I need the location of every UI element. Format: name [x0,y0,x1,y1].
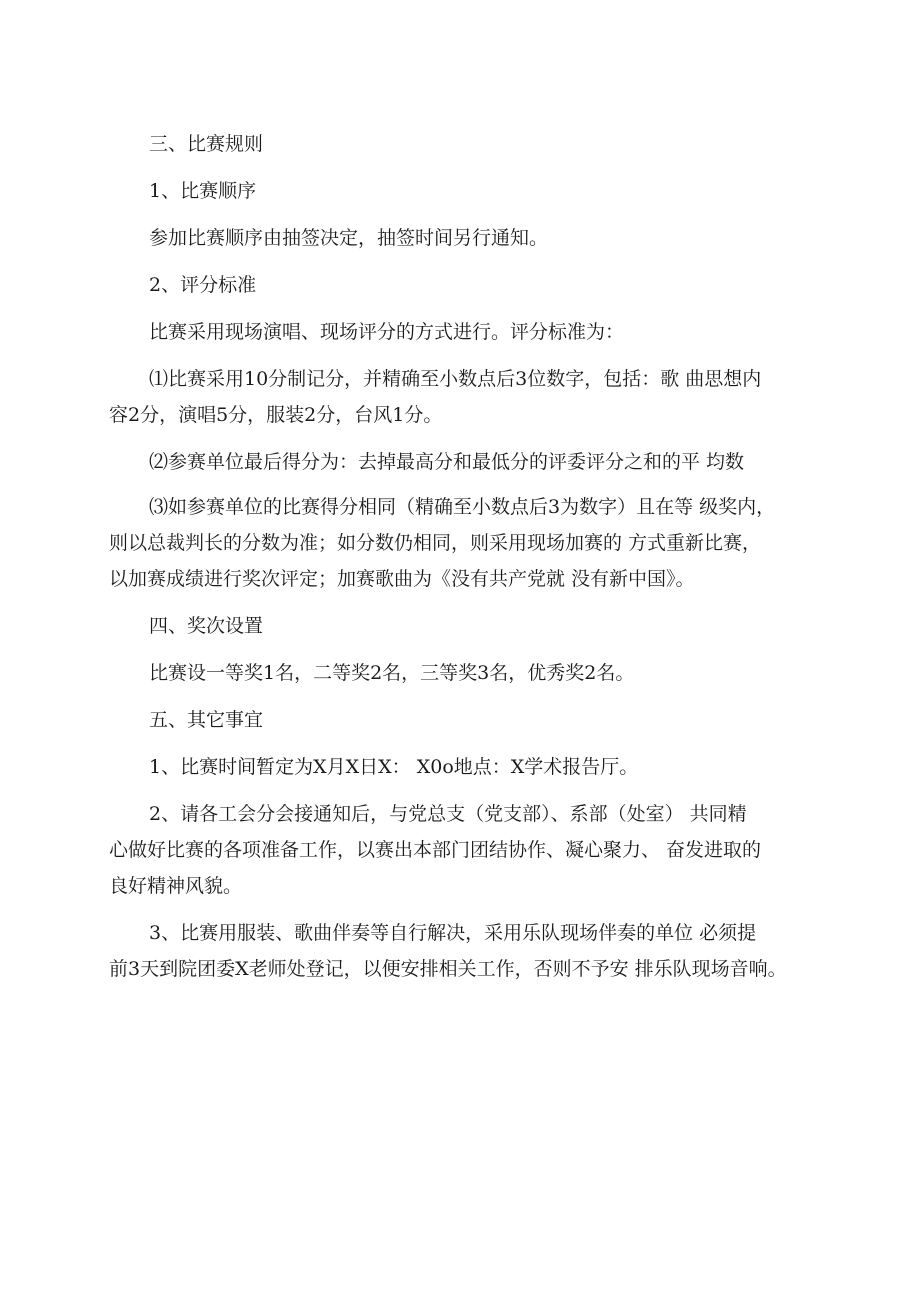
scoring-rule-3-line-3: 以加赛成绩进行奖次评定；加赛歌曲为《没有共产党就 没有新中国》。 [109,568,695,590]
document-body [109,126,809,998]
section-3-sub-1-text: 参加比赛顺序由抽签决定，抽签时间另行通知。 [149,227,549,249]
section-3-heading: 三、比赛规则 [149,133,264,155]
section-5-item-1: 1、比赛时间暂定为X月X日X： X0o地点：X学术报告厅。 [149,756,639,778]
scoring-rule-1-line-2: 容2分，演唱5分，服装2分，台风1分。 [109,404,443,426]
section-3-sub-1-heading: 1、比赛顺序 [149,180,257,202]
scoring-rule-1-line-1: ⑴比赛采用10分制记分，并精确至小数点后3位数字，包括：歌 曲思想内 [149,368,762,390]
section-4-text: 比赛设一等奖1名，二等奖2名，三等奖3名，优秀奖2名。 [149,662,635,684]
section-5-item-2 [109,796,809,904]
section-3-sub-2-heading: 2、评分标准 [149,274,257,296]
section-5-item-2-line-3: 良好精神风貌。 [109,875,243,897]
scoring-rule-3 [109,489,809,597]
section-5-item-3-line-1: 3、比赛用服装、歌曲伴奏等自行解决，采用乐队现场伴奏的单位 必须提 [149,922,757,944]
section-3-sub-2-intro: 比赛采用现场演唱、现场评分的方式进行。评分标准为： [149,321,625,343]
scoring-rule-3-line-2: 则以总裁判长的分数为准；如分数仍相同，则采用现场加赛的 方式重新比赛， [109,532,762,554]
section-5-item-3-line-2: 前3天到院团委X老师处登记，以便安排相关工作，否则不予安 排乐队现场音响。 [109,958,787,980]
section-5-item-2-line-2: 心做好比赛的各项准备工作，以赛出本部门团结协作、凝心聚力、 奋发进取的 [109,839,762,861]
scoring-rule-2: ⑵参赛单位最后得分为：去掉最高分和最低分的评委评分之和的平 均数 [149,451,745,473]
scoring-rule-1 [109,361,809,433]
section-5-item-2-line-1: 2、请各工会分会接通知后，与党总支（党支部）、系部（处室） 共同精 [149,803,747,825]
scoring-rule-3-line-1: ⑶如参赛单位的比赛得分相同（精确至小数点后3为数字）且在等 级奖内， [149,496,776,518]
section-5-heading: 五、其它事宜 [149,709,264,731]
section-4-heading: 四、奖次设置 [149,615,264,637]
section-5-item-3 [109,915,809,987]
